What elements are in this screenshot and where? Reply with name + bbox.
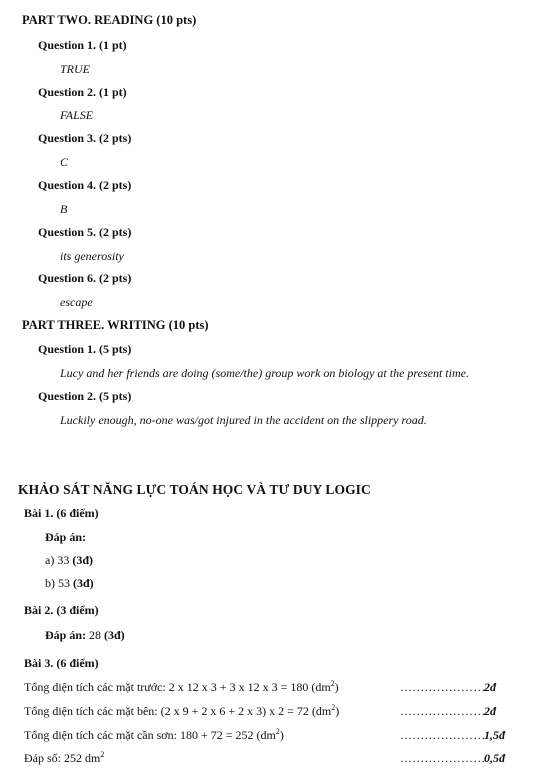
answer-label: Đáp án: (45, 530, 87, 544)
calc-text: Tổng diện tích các mặt bên: (2 x 9 + 2 x 6 + 2 x 3) x 2 = 72 (dm (24, 704, 332, 718)
reading-answer: its generosity (60, 249, 124, 263)
bai1-answer-a (45, 553, 93, 568)
answer-label: Đáp án: (45, 628, 87, 642)
calc-sup: 2 (330, 679, 335, 688)
answer-score: (3đ) (104, 628, 125, 642)
calc-tail: ) (334, 680, 339, 694)
reading-answer: escape (60, 295, 93, 309)
score-value: 1,5đ (484, 728, 505, 742)
math-section-title: KHẢO SÁT NĂNG LỰC TOÁN HỌC VÀ TƯ DUY LOGIC (18, 482, 371, 497)
reading-answer: FALSE (60, 108, 94, 122)
reading-section-title: PART TWO. READING (10 pts) (22, 13, 197, 27)
answer-a-score: (3đ) (72, 553, 93, 567)
leader-dots: ………………… (400, 704, 486, 718)
writing-question-label: Question 2. (5 pts) (38, 389, 132, 403)
score-value: 2đ (484, 680, 496, 694)
bai1-answer-b (45, 576, 94, 591)
bai2-label: Bài 2. (3 điểm) (24, 603, 99, 617)
leader-dots: ………………… (400, 728, 486, 742)
reading-question-label: Question 4. (2 pts) (38, 178, 132, 192)
reading-question-label: Question 6. (2 pts) (38, 271, 132, 285)
writing-answer: Lucy and her friends are doing (some/the) group work on biology at the present time. (60, 366, 469, 380)
score-value: 0,5đ (484, 751, 505, 765)
calc-line-total (24, 728, 284, 743)
calc-tail: ) (335, 704, 340, 718)
bai3-label: Bài 3. (6 điểm) (24, 656, 99, 670)
bai1-answer-label (45, 530, 86, 545)
calc-line-final (24, 751, 104, 766)
reading-question-label: Question 2. (1 pt) (38, 85, 127, 99)
bai2-answer (45, 628, 125, 643)
calc-tail: ) (279, 728, 284, 742)
answer-b-score: (3đ) (73, 576, 94, 590)
calc-sup: 2 (100, 750, 105, 759)
reading-question-label: Question 1. (1 pt) (38, 38, 127, 52)
answer-value: 28 (86, 628, 105, 642)
calc-text: Tổng diện tích các mặt cần sơn: 180 + 72 = 252 (dm (24, 728, 276, 742)
bai1-label: Bài 1. (6 điểm) (24, 506, 99, 520)
answer-b-text: b) 53 (45, 576, 73, 590)
calc-sup: 2 (331, 703, 336, 712)
reading-question-label: Question 5. (2 pts) (38, 225, 132, 239)
calc-line-side (24, 704, 339, 719)
calc-text: Tổng diện tích các mặt trước: 2 x 12 x 3 + 3 x 12 x 3 = 180 (dm (24, 680, 331, 694)
calc-text: Đáp số: 252 dm (24, 751, 101, 765)
reading-answer: B (60, 202, 68, 216)
leader-dots: ………………… (400, 751, 486, 765)
reading-answer: TRUE (60, 62, 90, 76)
leader-dots: ………………… (400, 680, 486, 694)
calc-line-front (24, 680, 339, 695)
writing-section-title: PART THREE. WRITING (10 pts) (22, 318, 209, 332)
answer-a-text: a) 33 (45, 553, 73, 567)
writing-answer: Luckily enough, no-one was/got injured in the accident on the slippery road. (60, 413, 427, 427)
writing-question-label: Question 1. (5 pts) (38, 342, 132, 356)
calc-sup: 2 (275, 727, 280, 736)
reading-answer: C (60, 155, 69, 169)
reading-question-label: Question 3. (2 pts) (38, 131, 132, 145)
score-value: 2đ (484, 704, 496, 718)
